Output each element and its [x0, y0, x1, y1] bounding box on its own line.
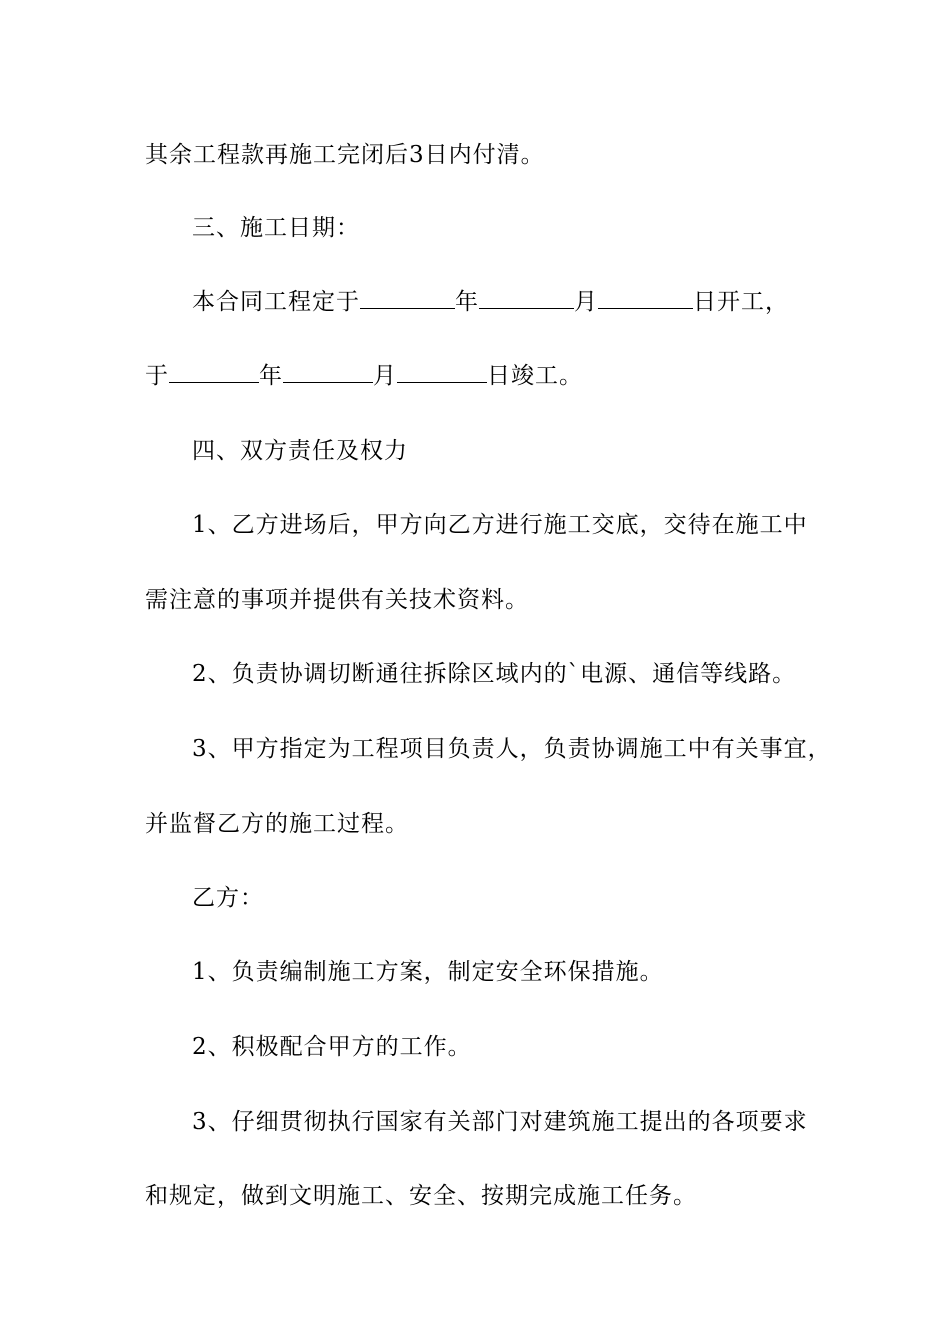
party-b-heading: 乙方：	[192, 885, 264, 911]
paragraph-line: 和规定，做到文明施工、安全、按期完成施工任务。	[145, 1183, 697, 1209]
section-heading: 三、施工日期：	[192, 215, 360, 241]
day-blank	[397, 362, 487, 383]
paragraph-line: 需注意的事项并提供有关技术资料。	[145, 587, 529, 613]
paragraph-line: 3、仔细贯彻执行国家有关部门对建筑施工提出的各项要求	[192, 1109, 808, 1135]
day-blank	[598, 288, 693, 309]
month-blank	[479, 288, 574, 309]
paragraph-line: 1、乙方进场后，甲方向乙方进行施工交底，交待在施工中	[192, 512, 808, 538]
paragraph-line: 3、甲方指定为工程项目负责人，负责协调施工中有关事宜，	[192, 736, 832, 762]
year-blank	[360, 288, 455, 309]
date-start-line	[192, 287, 789, 317]
year-blank	[169, 362, 259, 383]
day-start-label: 日开工，	[693, 289, 789, 315]
paragraph-line: 并监督乙方的施工过程。	[145, 811, 409, 837]
year-label: 年	[455, 289, 479, 315]
year-label: 年	[259, 363, 283, 389]
paragraph-line: 2、负责协调切断通往拆除区域内的`电源、通信等线路。	[192, 661, 797, 687]
date-end-prefix: 于	[145, 363, 169, 389]
paragraph-line: 其余工程款再施工完闭后3日内付清。	[145, 142, 545, 168]
month-label: 月	[373, 363, 397, 389]
section-heading: 四、双方责任及权力	[192, 438, 408, 464]
date-end-line	[145, 361, 583, 391]
month-label: 月	[574, 289, 598, 315]
date-start-prefix: 本合同工程定于	[192, 289, 360, 315]
paragraph-line: 1、负责编制施工方案，制定安全环保措施。	[192, 959, 664, 985]
day-end-label: 日竣工。	[487, 363, 583, 389]
paragraph-line: 2、积极配合甲方的工作。	[192, 1034, 472, 1060]
month-blank	[283, 362, 373, 383]
